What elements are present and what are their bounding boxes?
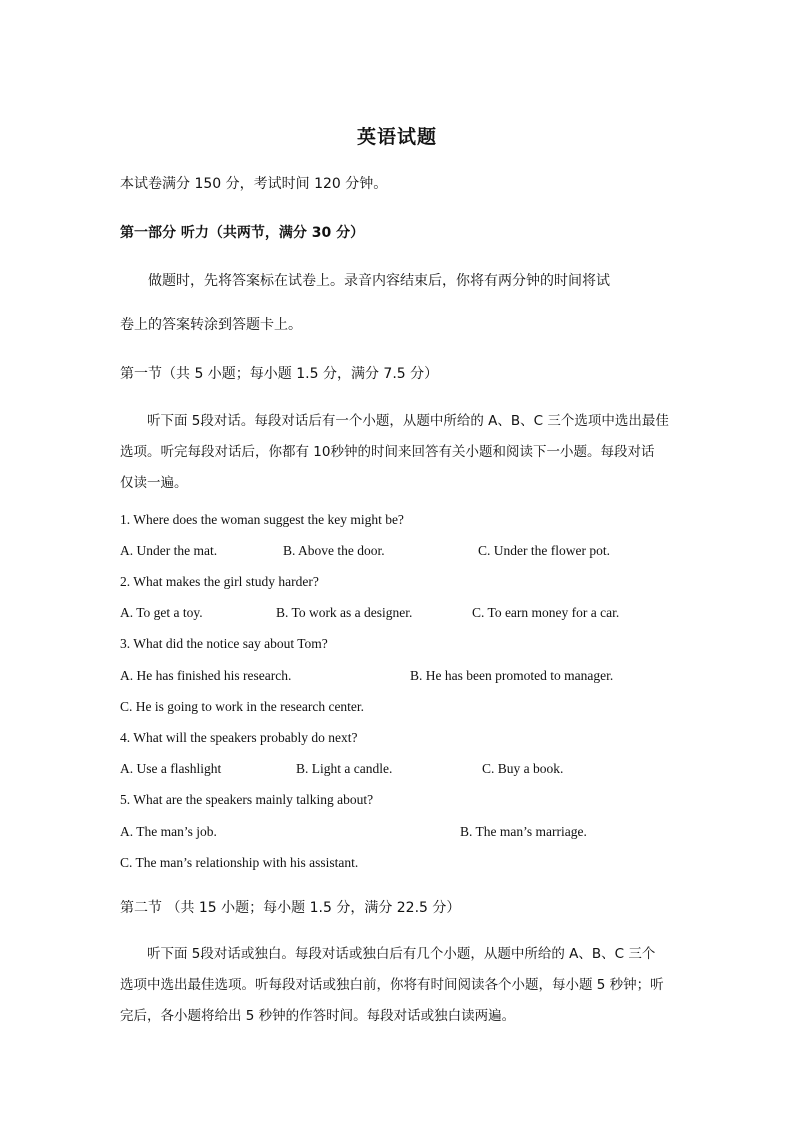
section1-instruction-line1: 听下面 5段对话。每段对话后有一个小题，从题中所给的 A、B、C 三个选项中选出最佳 (147, 413, 669, 429)
q5-option-b: B. The man’s marriage. (460, 824, 587, 839)
q5-option-c: C. The man’s relationship with his assistant. (120, 855, 359, 870)
question-1: 1. Where does the woman suggest the key might be? (120, 512, 404, 527)
section1-instruction-line2: 选项。听完每段对话后，你都有 10秒钟的时间来回答有关小题和阅读下一小题。每段对话 (120, 444, 655, 460)
question-5: 5. What are the speakers mainly talking about? (120, 792, 374, 807)
q1-option-c: C. Under the flower pot. (478, 543, 610, 558)
section1-instruction-line3: 仅读一遍。 (120, 475, 188, 491)
q2-option-a: A. To get a toy. (120, 605, 203, 620)
question-2: 2. What makes the girl study harder? (120, 574, 319, 589)
q2-option-c: C. To earn money for a car. (472, 605, 620, 620)
q5-option-a: A. The man’s job. (120, 824, 217, 839)
section1-heading: 第一节（共 5 小题；每小题 1.5 分，满分 7.5 分） (120, 366, 439, 382)
q4-option-a: A. Use a flashlight (120, 761, 222, 776)
section2-instruction-line2: 选项中选出最佳选项。听每段对话或独白前，你将有时间阅读各个小题，每小题 5 秒钟；听 (120, 977, 664, 993)
question-4: 4. What will the speakers probably do next? (120, 730, 358, 745)
section2-instruction-line3: 完后，各小题将给出 5 秒钟的作答时间。每段对话或独白读两遍。 (120, 1008, 516, 1024)
question-3: 3. What did the notice say about Tom? (120, 636, 328, 651)
q1-option-a: A. Under the mat. (120, 543, 218, 558)
q3-option-c: C. He is going to work in the research center. (120, 699, 365, 714)
q4-option-c: C. Buy a book. (482, 761, 564, 776)
section2-instruction-line1: 听下面 5段对话或独白。每段对话或独白后有几个小题，从题中所给的 A、B、C 三个 (147, 946, 656, 962)
exam-intro: 本试卷满分 150 分，考试时间 120 分钟。 (120, 176, 388, 192)
section2-heading: 第二节 （共 15 小题；每小题 1.5 分，满分 22.5 分） (120, 900, 461, 916)
q2-option-b: B. To work as a designer. (276, 605, 413, 620)
part1-heading: 第一部分 听力（共两节，满分 30 分） (120, 225, 365, 241)
q4-option-b: B. Light a candle. (296, 761, 393, 776)
q3-option-a: A. He has finished his research. (120, 668, 292, 683)
q3-option-b: B. He has been promoted to manager. (410, 668, 614, 683)
part1-instruction-line1: 做题时，先将答案标在试卷上。录音内容结束后，你将有两分钟的时间将试 (148, 273, 610, 289)
q1-option-b: B. Above the door. (283, 543, 385, 558)
part1-instruction-line2: 卷上的答案转涂到答题卡上。 (120, 317, 302, 333)
page-title: 英语试题 (356, 126, 437, 148)
